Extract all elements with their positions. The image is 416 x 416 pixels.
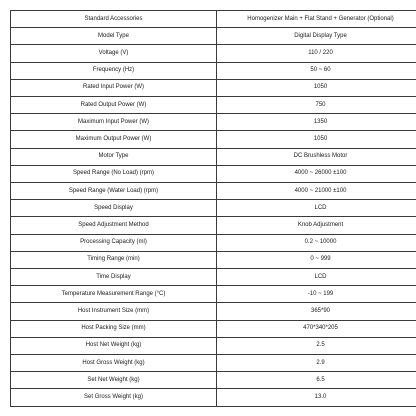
spec-label-set-gross-weight: Set Gross Weight (kg) [11, 389, 217, 407]
spec-label-rated-input-power: Rated Input Power (W) [11, 79, 217, 96]
spec-value-host-gross-weight: 2.9 [217, 355, 416, 372]
table-row [11, 200, 416, 217]
spec-label-host-packing-size: Host Packing Size (mm) [11, 320, 217, 337]
spec-label-time-display: Time Display [11, 269, 217, 286]
table-row [11, 372, 416, 389]
table-row [11, 389, 416, 407]
spec-label-host-gross-weight: Host Gross Weight (kg) [11, 355, 217, 372]
spec-value-host-packing-size: 470*340*205 [217, 320, 416, 337]
table-row [11, 11, 416, 28]
spec-value-speed-adjustment-method: Knob Adjustment [217, 217, 416, 234]
spec-value-set-net-weight: 6.5 [217, 372, 416, 389]
table-row [11, 183, 416, 200]
spec-label-standard-accessories: Standard Accessories [11, 11, 217, 28]
spec-value-speed-display: LCD [217, 200, 416, 217]
spec-value-rated-output-power: 750 [217, 97, 416, 114]
spec-label-motor-type: Motor Type [11, 148, 217, 165]
table-row [11, 148, 416, 165]
spec-label-speed-display: Speed Display [11, 200, 217, 217]
spec-label-speed-range-water-load: Speed Range (Water Load) (rpm) [11, 183, 217, 200]
spec-label-frequency: Frequency (Hz) [11, 62, 217, 79]
table-row [11, 28, 416, 45]
spec-label-maximum-output-power: Maximum Output Power (W) [11, 131, 217, 148]
spec-table [10, 10, 416, 407]
spec-value-rated-input-power: 1050 [217, 79, 416, 96]
spec-value-host-net-weight: 2.5 [217, 337, 416, 354]
spec-value-maximum-input-power: 1350 [217, 114, 416, 131]
spec-value-motor-type: DC Brushless Motor [217, 148, 416, 165]
table-row [11, 62, 416, 79]
spec-label-maximum-input-power: Maximum Input Power (W) [11, 114, 217, 131]
spec-value-speed-range-no-load: 4000 ~ 26000 ±100 [217, 165, 416, 182]
spec-value-temperature-measurement-range: -10 ~ 199 [217, 286, 416, 303]
spec-label-rated-output-power: Rated Output Power (W) [11, 97, 217, 114]
table-row [11, 286, 416, 303]
table-row [11, 337, 416, 354]
table-row [11, 131, 416, 148]
spec-table-body [11, 11, 416, 407]
spec-label-processing-capacity: Processing Capacity (ml) [11, 234, 217, 251]
spec-value-voltage: 110 / 220 [217, 45, 416, 62]
table-row [11, 355, 416, 372]
spec-value-processing-capacity: 0.2 ~ 10000 [217, 234, 416, 251]
spec-value-time-display: LCD [217, 269, 416, 286]
spec-label-model-type: Model Type [11, 28, 217, 45]
spec-label-host-instrument-size: Host Instrument Size (mm) [11, 303, 217, 320]
table-row [11, 320, 416, 337]
spec-value-timing-range: 0 ~ 999 [217, 251, 416, 268]
table-row [11, 114, 416, 131]
spec-value-model-type: Digital Display Type [217, 28, 416, 45]
spec-label-timing-range: Timing Range (min) [11, 251, 217, 268]
table-row [11, 269, 416, 286]
spec-value-frequency: 50 ~ 60 [217, 62, 416, 79]
spec-label-speed-adjustment-method: Speed Adjustment Method [11, 217, 217, 234]
table-row [11, 165, 416, 182]
table-row [11, 234, 416, 251]
table-row [11, 45, 416, 62]
spec-label-speed-range-no-load: Speed Range (No Load) (rpm) [11, 165, 217, 182]
spec-label-set-net-weight: Set Net Weight (kg) [11, 372, 217, 389]
table-row [11, 97, 416, 114]
spec-label-temperature-measurement-range: Temperature Measurement Range (°C) [11, 286, 217, 303]
spec-label-host-net-weight: Host Net Weight (kg) [11, 337, 217, 354]
table-row [11, 251, 416, 268]
table-row [11, 79, 416, 96]
spec-value-standard-accessories: Homogenizer Main + Flat Stand + Generator (Optional) [217, 11, 416, 28]
spec-value-speed-range-water-load: 4000 ~ 21000 ±100 [217, 183, 416, 200]
spec-label-voltage: Voltage (V) [11, 45, 217, 62]
spec-value-set-gross-weight: 13.0 [217, 389, 416, 407]
table-row [11, 303, 416, 320]
spec-value-maximum-output-power: 1050 [217, 131, 416, 148]
table-row [11, 217, 416, 234]
spec-value-host-instrument-size: 365*90 [217, 303, 416, 320]
